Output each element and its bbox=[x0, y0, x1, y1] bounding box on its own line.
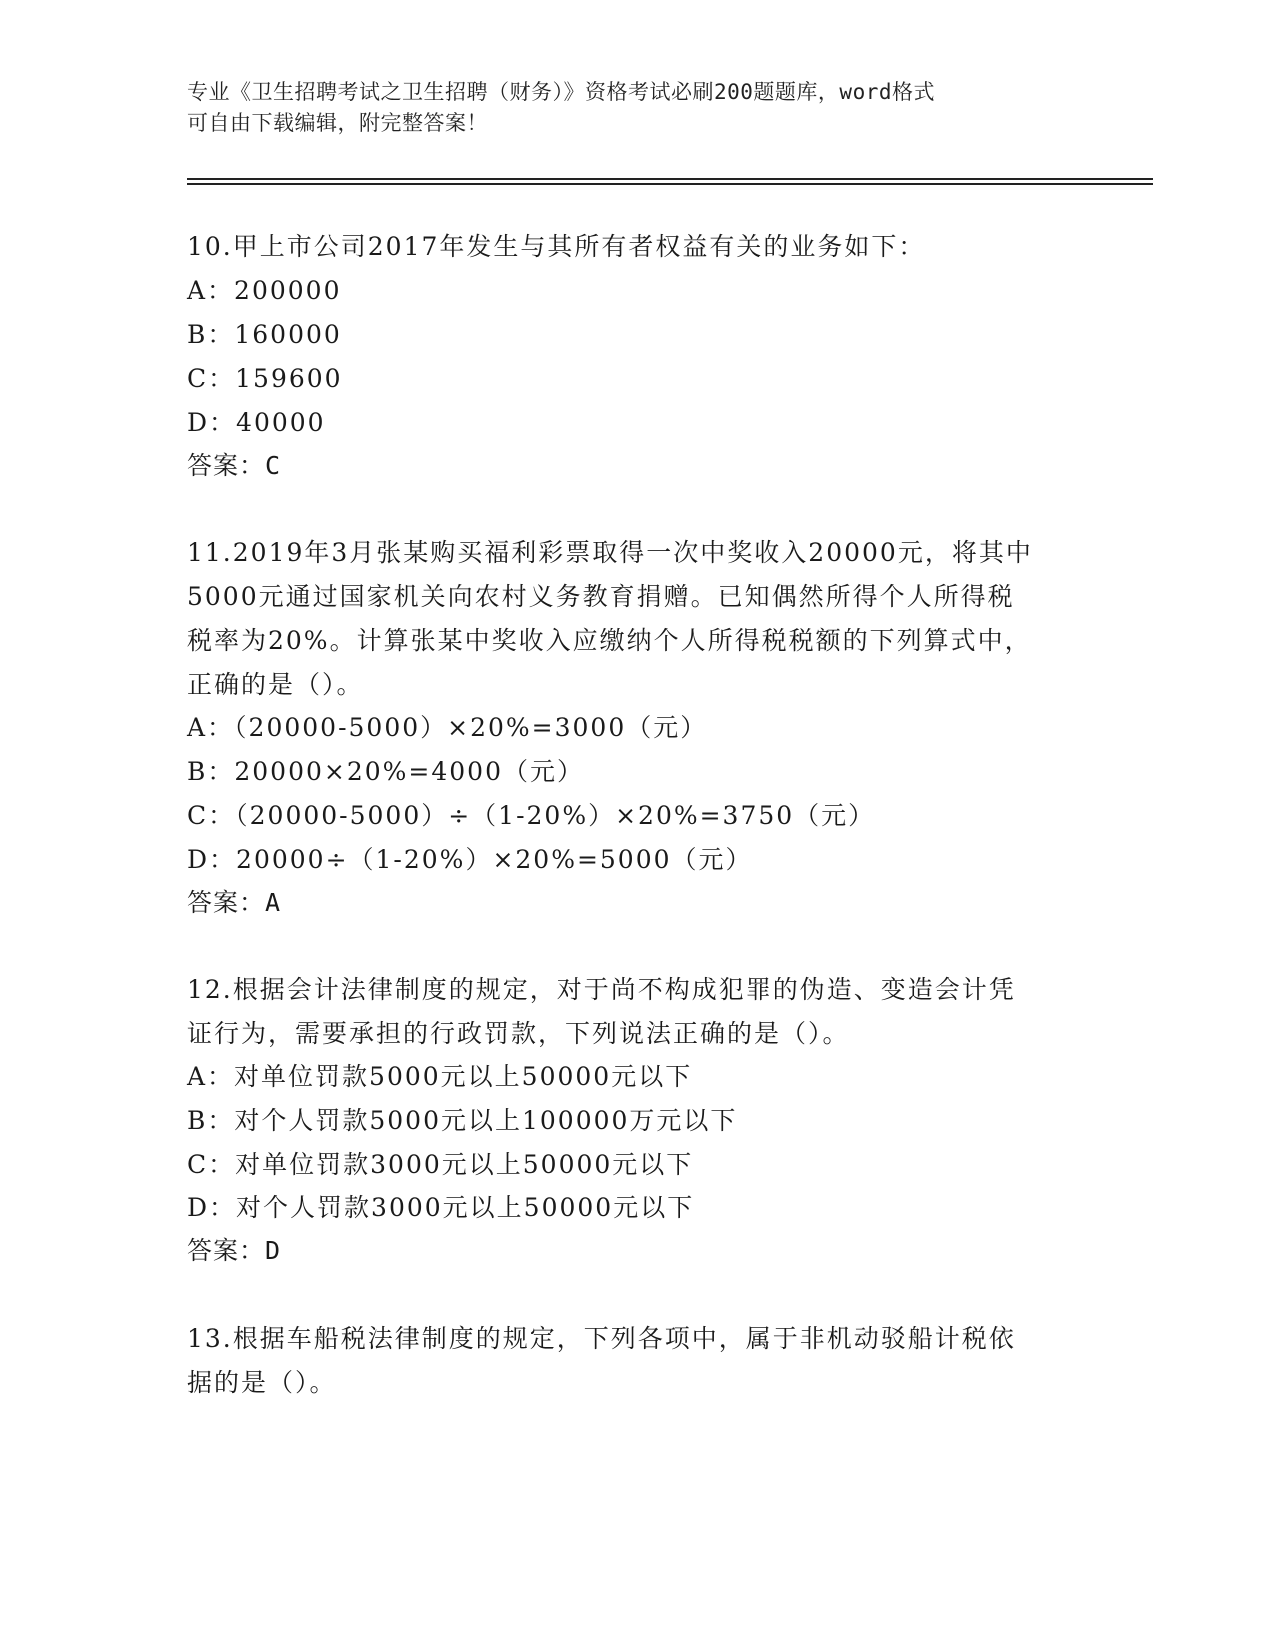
question-10-stem-line-1: 10.甲上市公司2017年发生与其所有者权益有关的业务如下： bbox=[187, 232, 926, 261]
question-12-option-d: D：对个人罚款3000元以上50000元以下 bbox=[187, 1193, 695, 1222]
question-11-option-a: A：（20000-5000）×20%=3000（元） bbox=[187, 713, 708, 742]
header-text-line-2: 可自由下载编辑，附完整答案！ bbox=[187, 111, 488, 135]
question-10-answer: 答案：C bbox=[187, 451, 282, 480]
question-10-option-d: D：40000 bbox=[187, 408, 326, 437]
header-text-line-1: 专业《卫生招聘考试之卫生招聘（财务）》资格考试必刷200题题库，word格式 bbox=[187, 80, 935, 104]
question-13-stem-line-2: 据的是（）。 bbox=[187, 1368, 337, 1397]
header-rule-bottom bbox=[187, 183, 1153, 185]
question-13-stem-line-1: 13.根据车船税法律制度的规定，下列各项中，属于非机动驳船计税依 bbox=[187, 1324, 1016, 1353]
question-12-stem-line-2: 证行为，需要承担的行政罚款，下列说法正确的是（）。 bbox=[187, 1019, 850, 1048]
question-12-option-a: A：对单位罚款5000元以上50000元以下 bbox=[187, 1062, 693, 1091]
question-12-stem-line-1: 12.根据会计法律制度的规定，对于尚不构成犯罪的伪造、变造会计凭 bbox=[187, 975, 1016, 1004]
question-11-stem-line-4: 正确的是（）。 bbox=[187, 670, 364, 699]
question-11-stem-line-3: 税率为20%。计算张某中奖收入应缴纳个人所得税税额的下列算式中， bbox=[187, 626, 1032, 655]
question-11-option-c: C：（20000-5000）÷（1-20%）×20%=3750（元） bbox=[187, 801, 876, 830]
question-10-option-b: B：160000 bbox=[187, 320, 342, 349]
question-10-option-c: C：159600 bbox=[187, 364, 343, 393]
question-11-answer: 答案：A bbox=[187, 888, 282, 917]
question-12-option-b: B：对个人罚款5000元以上100000万元以下 bbox=[187, 1106, 738, 1135]
question-11-stem-line-1: 11.2019年3月张某购买福利彩票取得一次中奖收入20000元，将其中 bbox=[187, 538, 1033, 567]
question-12-answer: 答案：D bbox=[187, 1236, 282, 1265]
header-rule-top bbox=[187, 178, 1153, 180]
question-11-option-b: B：20000×20%=4000（元） bbox=[187, 757, 584, 786]
question-10-option-a: A：200000 bbox=[187, 276, 342, 305]
question-11-stem-line-2: 5000元通过国家机关向农村义务教育捐赠。已知偶然所得个人所得税 bbox=[187, 582, 1015, 611]
question-11-option-d: D：20000÷（1-20%）×20%=5000（元） bbox=[187, 845, 753, 874]
question-12-option-c: C：对单位罚款3000元以上50000元以下 bbox=[187, 1150, 694, 1179]
